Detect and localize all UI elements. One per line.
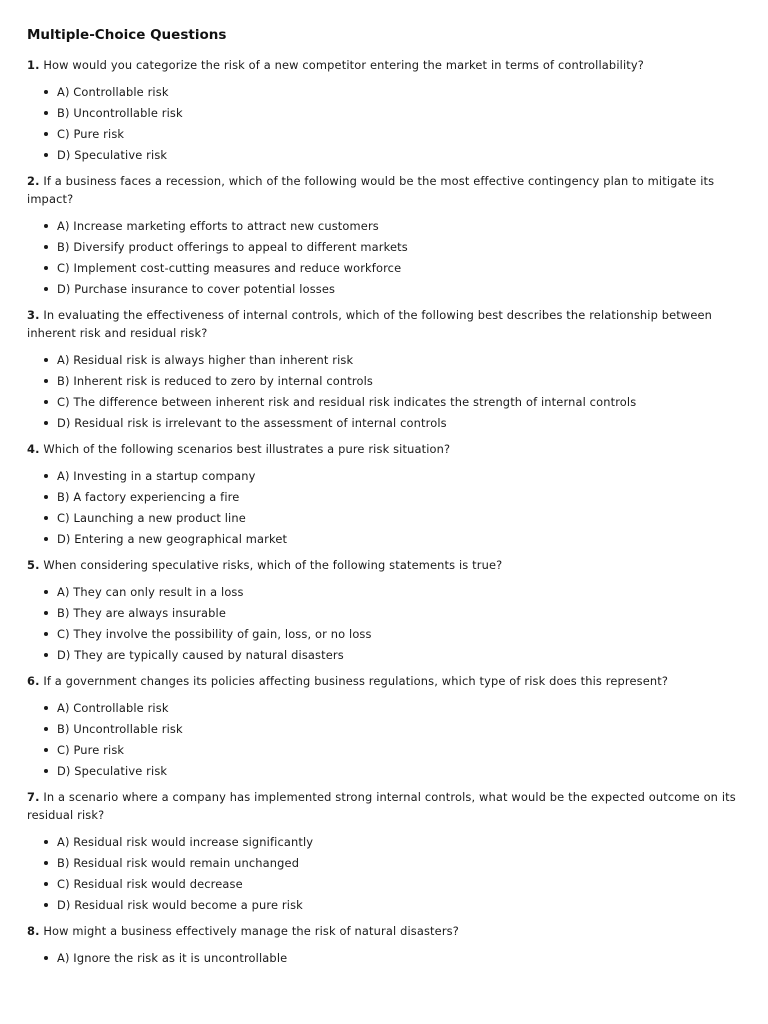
- answer-option-label: B) Uncontrollable risk: [57, 106, 183, 120]
- answer-option: [27, 104, 737, 122]
- answer-option: [27, 393, 737, 411]
- bullet-icon: [44, 266, 48, 270]
- answer-option-label: A) They can only result in a loss: [57, 585, 244, 599]
- question-number: 1.: [27, 58, 40, 72]
- bullet-icon: [44, 224, 48, 228]
- answer-option-label: D) Residual risk is irrelevant to the assessment of internal controls: [57, 416, 447, 430]
- answer-option: [27, 741, 737, 759]
- answer-option: [27, 604, 737, 622]
- answer-option: [27, 762, 737, 780]
- answer-option: [27, 351, 737, 369]
- question-body: Which of the following scenarios best illustrates a pure risk situation?: [43, 442, 451, 456]
- answer-option-label: D) Speculative risk: [57, 148, 168, 162]
- answer-option: [27, 833, 737, 851]
- bullet-icon: [44, 516, 48, 520]
- answer-option: [27, 949, 737, 967]
- bullet-icon: [44, 840, 48, 844]
- question-2: [27, 172, 737, 298]
- bullet-icon: [44, 132, 48, 136]
- answer-option-label: B) Residual risk would remain unchanged: [57, 856, 300, 870]
- answer-option: [27, 699, 737, 717]
- answer-option: [27, 646, 737, 664]
- bullet-icon: [44, 956, 48, 960]
- bullet-icon: [44, 421, 48, 425]
- bullet-icon: [44, 287, 48, 291]
- answer-option-label: D) Purchase insurance to cover potential losses: [57, 282, 336, 296]
- answer-option: [27, 146, 737, 164]
- option-list: [27, 467, 737, 548]
- answer-option: [27, 125, 737, 143]
- bullet-icon: [44, 537, 48, 541]
- answer-option: [27, 854, 737, 872]
- answer-option-label: C) The difference between inherent risk and residual risk indicates the strength of internal controls: [57, 395, 637, 409]
- bullet-icon: [44, 90, 48, 94]
- answer-option: [27, 530, 737, 548]
- answer-option-label: C) Implement cost-cutting measures and reduce workforce: [57, 261, 402, 275]
- question-text: [27, 788, 737, 824]
- answer-option-label: D) They are typically caused by natural disasters: [57, 648, 344, 662]
- answer-option: [27, 875, 737, 893]
- question-body: When considering speculative risks, which of the following statements is true?: [43, 558, 503, 572]
- answer-option-label: D) Speculative risk: [57, 764, 168, 778]
- option-list: [27, 583, 737, 664]
- bullet-icon: [44, 245, 48, 249]
- answer-option: [27, 488, 737, 506]
- answer-option-label: A) Controllable risk: [57, 85, 169, 99]
- option-list: [27, 217, 737, 298]
- answer-option-label: A) Investing in a startup company: [57, 469, 256, 483]
- answer-option-label: D) Residual risk would become a pure risk: [57, 898, 303, 912]
- question-body: In a scenario where a company has implemented strong internal controls, what would be the expected outcome on its residual risk?: [27, 790, 736, 822]
- answer-option-label: B) A factory experiencing a fire: [57, 490, 240, 504]
- answer-option: [27, 467, 737, 485]
- option-list: [27, 699, 737, 780]
- answer-option-label: B) Inherent risk is reduced to zero by internal controls: [57, 374, 373, 388]
- question-number: 7.: [27, 790, 40, 804]
- answer-option-label: B) They are always insurable: [57, 606, 227, 620]
- question-number: 6.: [27, 674, 40, 688]
- bullet-icon: [44, 379, 48, 383]
- bullet-icon: [44, 748, 48, 752]
- option-list: [27, 949, 737, 967]
- bullet-icon: [44, 903, 48, 907]
- answer-option-label: C) Pure risk: [57, 127, 125, 141]
- question-number: 2.: [27, 174, 40, 188]
- answer-option-label: C) They involve the possibility of gain, loss, or no loss: [57, 627, 372, 641]
- question-4: [27, 440, 737, 548]
- page-title: Multiple-Choice Questions: [27, 27, 227, 43]
- answer-option-label: B) Diversify product offerings to appeal to different markets: [57, 240, 408, 254]
- answer-option-label: C) Launching a new product line: [57, 511, 246, 525]
- question-text: [27, 306, 737, 342]
- answer-option-label: A) Ignore the risk as it is uncontrollable: [57, 951, 288, 965]
- question-body: How would you categorize the risk of a new competitor entering the market in terms of controllability?: [43, 58, 644, 72]
- question-body: In evaluating the effectiveness of internal controls, which of the following best describes the relationship between inherent risk and residual risk?: [27, 308, 713, 340]
- question-text: [27, 172, 737, 208]
- bullet-icon: [44, 111, 48, 115]
- answer-option-label: A) Residual risk is always higher than inherent risk: [57, 353, 354, 367]
- document-page: [27, 26, 737, 975]
- answer-option: [27, 583, 737, 601]
- answer-option-label: A) Controllable risk: [57, 701, 169, 715]
- question-8: [27, 922, 737, 967]
- bullet-icon: [44, 400, 48, 404]
- option-list: [27, 83, 737, 164]
- answer-option-label: C) Residual risk would decrease: [57, 877, 243, 891]
- bullet-icon: [44, 882, 48, 886]
- question-1: [27, 56, 737, 164]
- question-text: [27, 556, 737, 574]
- question-list: [27, 56, 737, 967]
- answer-option: [27, 280, 737, 298]
- answer-option: [27, 509, 737, 527]
- answer-option-label: D) Entering a new geographical market: [57, 532, 288, 546]
- question-text: [27, 922, 737, 940]
- bullet-icon: [44, 611, 48, 615]
- question-3: [27, 306, 737, 432]
- bullet-icon: [44, 474, 48, 478]
- question-body: If a government changes its policies affecting business regulations, which type of risk does this represent?: [43, 674, 669, 688]
- option-list: [27, 351, 737, 432]
- bullet-icon: [44, 153, 48, 157]
- answer-option: [27, 372, 737, 390]
- answer-option-label: B) Uncontrollable risk: [57, 722, 183, 736]
- question-number: 5.: [27, 558, 40, 572]
- question-7: [27, 788, 737, 914]
- question-number: 3.: [27, 308, 40, 322]
- bullet-icon: [44, 358, 48, 362]
- answer-option-label: A) Increase marketing efforts to attract new customers: [57, 219, 379, 233]
- answer-option: [27, 238, 737, 256]
- question-text: [27, 56, 737, 74]
- question-number: 4.: [27, 442, 40, 456]
- question-text: [27, 672, 737, 690]
- question-number: 8.: [27, 924, 40, 938]
- question-6: [27, 672, 737, 780]
- answer-option: [27, 414, 737, 432]
- bullet-icon: [44, 495, 48, 499]
- answer-option: [27, 259, 737, 277]
- bullet-icon: [44, 861, 48, 865]
- answer-option: [27, 625, 737, 643]
- answer-option: [27, 217, 737, 235]
- answer-option-label: C) Pure risk: [57, 743, 125, 757]
- bullet-icon: [44, 632, 48, 636]
- bullet-icon: [44, 769, 48, 773]
- bullet-icon: [44, 653, 48, 657]
- question-body: If a business faces a recession, which of the following would be the most effective contingency plan to mitigate its impact?: [27, 174, 715, 206]
- option-list: [27, 833, 737, 914]
- question-5: [27, 556, 737, 664]
- bullet-icon: [44, 727, 48, 731]
- answer-option: [27, 896, 737, 914]
- bullet-icon: [44, 590, 48, 594]
- question-text: [27, 440, 737, 458]
- answer-option: [27, 720, 737, 738]
- answer-option-label: A) Residual risk would increase significantly: [57, 835, 314, 849]
- bullet-icon: [44, 706, 48, 710]
- answer-option: [27, 83, 737, 101]
- question-body: How might a business effectively manage the risk of natural disasters?: [43, 924, 459, 938]
